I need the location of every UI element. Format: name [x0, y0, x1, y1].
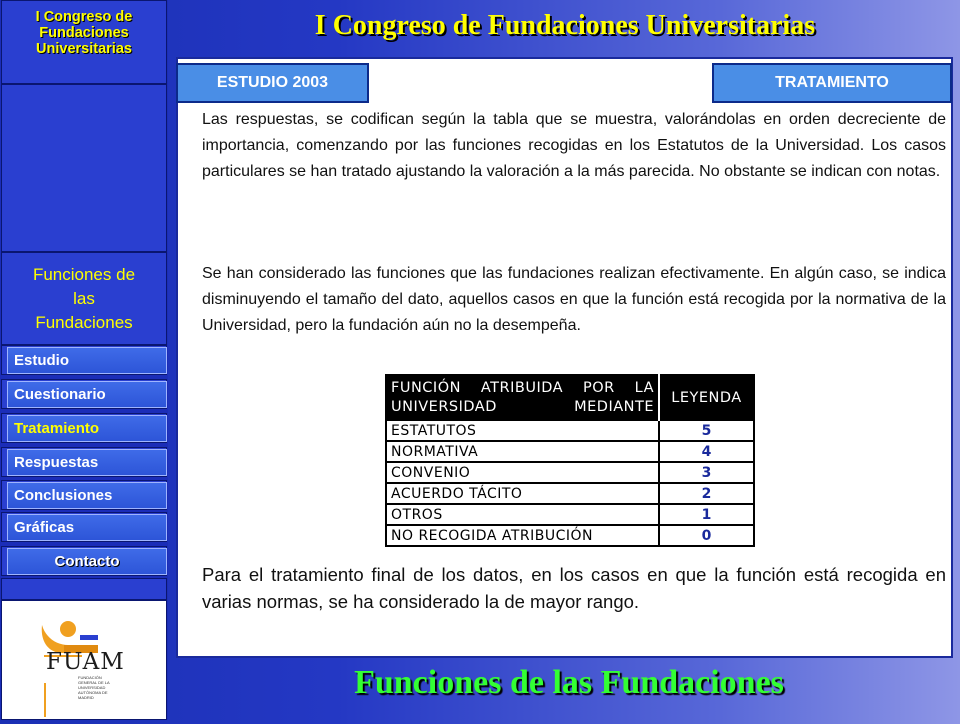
legend-value: 3 [659, 462, 754, 483]
legend-label: OTROS [386, 504, 659, 525]
sidebar-title-line: Universitarias [36, 41, 132, 57]
table-row [386, 504, 754, 525]
tab-estudio-2003: ESTUDIO 2003 [176, 63, 369, 103]
table-row [386, 441, 754, 462]
nav-graficas[interactable] [1, 512, 167, 542]
nav-conclusiones[interactable] [1, 480, 167, 510]
section-title-line: Fundaciones [35, 313, 133, 332]
legend-value: 1 [659, 504, 754, 525]
legend-value: 2 [659, 483, 754, 504]
sidebar-spacer [1, 84, 167, 252]
sidebar-section-title [1, 252, 167, 345]
nav-tratamiento[interactable] [1, 413, 167, 443]
legend-header-value: LEYENDA [659, 375, 754, 420]
table-row [386, 483, 754, 504]
legend-label: CONVENIO [386, 462, 659, 483]
table-row [386, 525, 754, 546]
sidebar-spacer [1, 578, 167, 600]
nav-contacto[interactable] [1, 546, 167, 576]
legend-value: 5 [659, 420, 754, 441]
legend-header-function: FUNCIÓN ATRIBUIDA POR LA UNIVERSIDAD MEDIANTE [386, 375, 659, 420]
legend-label: NORMATIVA [386, 441, 659, 462]
legend-header-row [386, 375, 754, 420]
nav-label[interactable]: Contacto [7, 548, 167, 575]
paragraph-intro: Las respuestas, se codifican según la tabla que se muestra, valorándolas en orden decreciente de importancia, comenzando por las funciones recogidas en los Estatutos de la Universidad. Los casos particulares se han tratado ajustando la valoración a la más parecida. No obstante se indican con notas. [202, 111, 946, 180]
nav-label[interactable]: Respuestas [7, 449, 167, 476]
table-row [386, 462, 754, 483]
nav-cuestionario[interactable] [1, 379, 167, 409]
legend-label: ACUERDO TÁCITO [386, 483, 659, 504]
paragraph-final: Para el tratamiento final de los datos, en los casos en que la función está recogida en varias normas, se ha considerado la de mayor rango. [202, 564, 946, 612]
nav-label[interactable]: Conclusiones [7, 482, 167, 509]
nav-estudio[interactable] [1, 345, 167, 375]
nav-label[interactable]: Gráficas [7, 514, 167, 541]
nav-label[interactable]: Estudio [7, 347, 167, 374]
nav-label[interactable]: Tratamiento [7, 415, 167, 442]
table-row [386, 420, 754, 441]
tab-tratamiento: TRATAMIENTO [712, 63, 952, 103]
sidebar-title [1, 0, 167, 84]
section-title-line: Funciones de [32, 265, 136, 284]
page-title: I Congreso de Fundaciones Universitarias [314, 10, 816, 41]
paragraph-functions: Se han considerado las funciones que las fundaciones realizan efectivamente. En algún caso, se indica disminuyendo el tamaño del dato, aquellos casos en que la función está recogida por la normativa de la Universidad, pero la fundación aún no la desempeña. [202, 265, 946, 334]
legend-table [385, 374, 755, 547]
logo-subtext: FUNDACIÓN GENERAL DE LA UNIVERSIDAD AUTÓNOMA DE MADRID [78, 675, 110, 700]
sidebar-title-line: I Congreso de [35, 9, 133, 25]
nav-respuestas[interactable] [1, 447, 167, 477]
legend-value: 4 [659, 441, 754, 462]
legend-label: ESTATUTOS [386, 420, 659, 441]
logo-text: FUAM [46, 649, 125, 675]
nav-label[interactable]: Cuestionario [7, 381, 167, 408]
footer-title: Funciones de las Fundaciones [354, 664, 784, 701]
sidebar-title-line: Fundaciones [39, 25, 129, 41]
section-title-line: las [73, 289, 95, 308]
legend-label: NO RECOGIDA ATRIBUCIÓN [386, 525, 659, 546]
sidebar [0, 0, 168, 720]
legend-value: 0 [659, 525, 754, 546]
